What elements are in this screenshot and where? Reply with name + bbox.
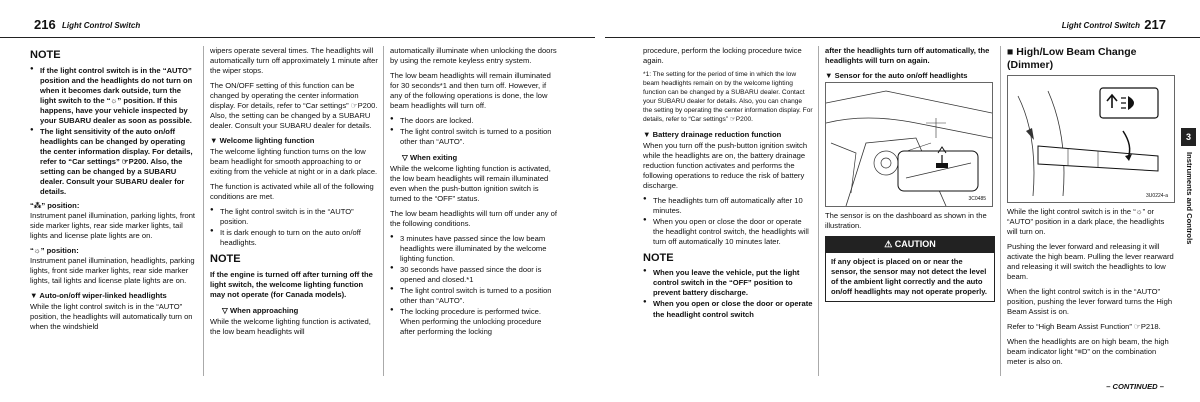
caution-box — [825, 236, 995, 302]
paragraph: While the light control switch is in the “AUTO” position, the headlights will automatically turn on when the windshield — [30, 301, 193, 331]
list-item: ● When you open or close the door or operate the headlight control switch, the headlights will turn off automatically 10 minutes later. — [643, 217, 813, 247]
column-divider — [383, 46, 384, 376]
left-page-header — [0, 12, 595, 38]
battery-list — [643, 196, 813, 247]
page-number: 217 — [1144, 16, 1166, 32]
paragraph: Refer to “High Beam Assist Function” ☞P218. — [1007, 322, 1161, 332]
column-divider — [1000, 46, 1001, 376]
note-list — [30, 66, 198, 197]
section-heading: ▼ Welcome lighting function — [210, 136, 315, 146]
list-item: ● The locking procedure is performed twice. When performing the unlocking procedure after performing the locking — [390, 307, 558, 337]
section-title — [1007, 46, 1175, 71]
section-heading: ▼ Battery drainage reduction function — [643, 129, 782, 139]
note-heading: NOTE — [643, 251, 674, 264]
column-divider — [818, 46, 819, 376]
paragraph: The function is activated while all of the following conditions are met. — [210, 182, 374, 202]
black-square-icon: ■ — [1007, 46, 1014, 58]
paragraph: The low beam headlights will turn off under any of the following conditions. — [390, 209, 558, 229]
note-heading: NOTE — [30, 49, 61, 61]
illustration-code: 3U0224-a — [1146, 192, 1168, 199]
sensor-illustration — [825, 82, 993, 207]
left-column-2 — [210, 46, 378, 381]
section-heading: ▼ Sensor for the auto on/off headlights — [825, 71, 968, 81]
section-title-text: High/Low Beam Change (Dimmer) — [1007, 46, 1137, 71]
position-description: Instrument panel illumination, parking lights, front side marker lights, rear side marker lights, tail lights and license plate lights are on. — [30, 210, 196, 240]
paragraph: The ON/OFF setting of this function can be changed by operating the center information display. For details, refer to “Car settings” ☞P200. Also, the setting can be changed by a SUBARU dealer. Consult your SUBARU dealer for details. — [210, 81, 378, 131]
list-item: ● The light control switch is in the “AUTO” position. — [210, 207, 378, 227]
paragraph: procedure, perform the locking procedure twice again. — [643, 46, 802, 66]
paragraph: automatically illuminate when unlocking the doors by using the remote keyless entry system. — [390, 46, 557, 66]
list-item: ● The doors are locked. — [390, 116, 558, 126]
page-header-title: Light Control Switch — [1061, 21, 1140, 31]
paragraph: While the welcome lighting function is activated, the low beam headlights will — [210, 316, 371, 336]
note-text: If the engine is turned off after turning off the light switch, the welcome lighting function may not operate (for Canada models). — [210, 269, 373, 299]
page-header-title: Light Control Switch — [62, 21, 141, 31]
position-heading: “⁂” position: — [30, 200, 80, 210]
list-item: ● It is dark enough to turn on the auto on/off headlights. — [210, 228, 378, 248]
paragraph: When the headlights are on high beam, the high beam indicator light “≡D” on the combination meter is also on. — [1007, 337, 1169, 367]
list-item: ● The light control switch is turned to a position other than “AUTO”. — [390, 127, 558, 147]
section-heading: ▼ Auto-on/off wiper-linked headlights — [30, 290, 167, 300]
note-heading: NOTE — [210, 253, 241, 266]
note-item: ● When you open or close the door or operate the headlight control switch — [643, 299, 813, 319]
list-item: ● 3 minutes have passed since the low beam headlights were illuminated by the welcome lighting function. — [390, 234, 558, 264]
dashboard-sensor-drawing — [826, 83, 992, 206]
right-column-1 — [643, 46, 813, 381]
paragraph: The welcome lighting function turns on the low beam headlight for smooth approaching to or exiting from the vehicle at night or in a dark place. — [210, 147, 378, 177]
left-column-3 — [390, 46, 558, 381]
note-item: ● The light sensitivity of the auto on/off headlights can be changed by operating the center information display. For details, refer to “Car settings” ☞P200. Also, the setting can be changed by a SUBARU dealer. Consult your SUBARU dealer for details. — [30, 127, 198, 197]
right-page-header — [605, 12, 1200, 38]
right-column-2 — [825, 46, 995, 381]
illustration-caption: The sensor is on the dashboard as shown in the illustration. — [825, 211, 987, 231]
paragraph: While the welcome lighting function is activated, the low beam headlights will remain illuminated even when the push-button ignition switch is turned to the “OFF” status. — [390, 164, 551, 204]
paragraph: Pushing the lever forward and releasing it will activate the high beam. Pulling the lever rearward and releasing it will switch the headlights to low beam. — [1007, 242, 1174, 282]
paragraph: When the light control switch is in the “AUTO” position, pushing the lever forward turns the High Beam Assist is on. — [1007, 287, 1173, 317]
caution-text: If any object is placed on or near the sensor, the sensor may not detect the level of the ambient light correctly and the auto on/off headlights may not operate properly. — [831, 256, 987, 296]
note-item: ● When you leave the vehicle, put the light control switch in the “OFF” position to prevent battery discharge. — [643, 268, 813, 298]
list-item: ● The light control switch is turned to a position other than “AUTO”. — [390, 286, 558, 306]
paragraph: wipers operate several times. The headlights will automatically turn off approximately 1 minute after the wiper stops. — [210, 46, 378, 76]
chapter-tab: 3 — [1181, 128, 1196, 146]
subsection-heading: ▽ When approaching — [222, 305, 299, 315]
page-number: 216 — [34, 16, 56, 32]
right-page — [605, 0, 1200, 402]
caution-heading: CAUTION — [894, 239, 936, 250]
left-column-1 — [30, 46, 198, 381]
note-list — [643, 268, 813, 319]
chapter-name-text: Instruments and Controls — [1184, 152, 1194, 245]
paragraph: When you turn off the push-button ignition switch while the headlights are on, the battery drainage reduction function activates and performs the following operations to reduce the risk of battery discharge. — [643, 140, 808, 190]
list-item: ● 30 seconds have passed since the door is opened and closed.*1 — [390, 265, 558, 285]
footnote: *1: The setting for the period of time in which the low beam headlights remain on by the welcome lighting function can be changed by a SUBARU dealer. Contact your SUBARU dealer for details. Also, you can change the setting by operating the center information display. For details, refer to “Car settings” ☞P200. — [643, 71, 813, 123]
paragraph: after the headlights turn off automatically, the headlights will turn on again. — [825, 46, 990, 66]
dimmer-lever-illustration — [1007, 75, 1175, 203]
position-description: Instrument panel illumination, headlights, parking lights, front side marker lights, rear side marker lights, tail lights and license plate lights are on. — [30, 255, 195, 285]
conditions-list — [210, 207, 378, 248]
lever-drawing — [1008, 76, 1174, 202]
operations-list — [390, 116, 558, 147]
column-divider — [203, 46, 204, 376]
continued-label: – CONTINUED – — [1106, 381, 1164, 391]
caution-header — [826, 237, 994, 253]
right-column-3 — [1007, 46, 1175, 381]
note-item: ● If the light control switch is in the “AUTO” position and the headlights do not turn on when it becomes dark outside, turn the light switch to the “☼” position. If this happens, have your vehicle inspected by your SUBARU dealer as soon as possible. — [30, 66, 198, 126]
paragraph: The low beam headlights will remain illuminated for 30 seconds*1 and then turn off. However, if any of the following operations is done, the low beam headlights will turn off. — [390, 71, 551, 111]
subsection-heading: ▽ When exiting — [402, 153, 458, 163]
left-page — [0, 0, 595, 402]
turnoff-list — [390, 234, 558, 337]
chapter-name — [1181, 152, 1196, 272]
list-item: ● The headlights turn off automatically after 10 minutes. — [643, 196, 813, 216]
position-heading: “☼” position: — [30, 245, 79, 255]
warning-triangle-icon: ⚠ — [884, 239, 893, 250]
illustration-code: 3C0485 — [968, 196, 986, 203]
paragraph: While the light control switch is in the “☼” or “AUTO” position in a dark place, the headlights will turn on. — [1007, 207, 1165, 237]
